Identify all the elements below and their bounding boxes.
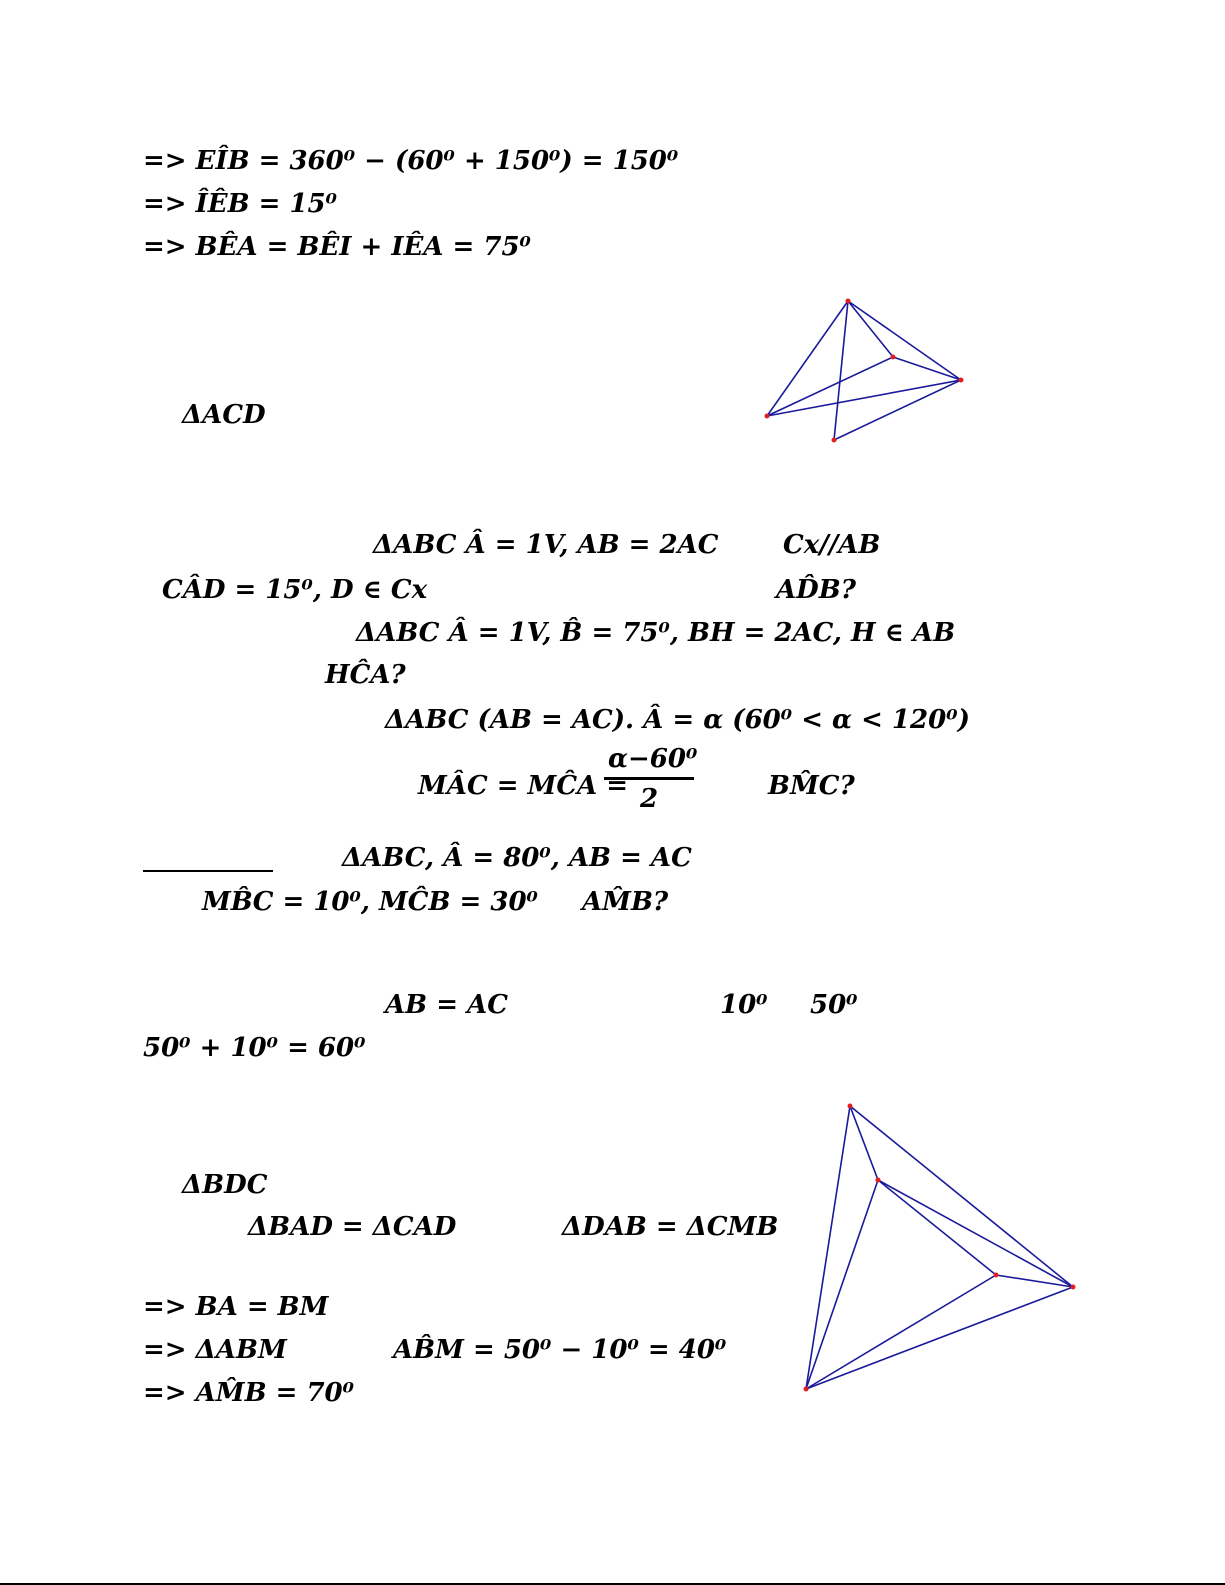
fig1-segment (834, 380, 961, 440)
result-triangle-abm: => ΔABM (143, 1335, 287, 1365)
result-angle-amb: => AM̂B = 70⁰ (143, 1378, 355, 1408)
fig2-segment (878, 1180, 1073, 1287)
fig2-segment (806, 1287, 1073, 1389)
ieb-angle-line: => ÎÊB = 15⁰ (143, 189, 338, 219)
figure-2 (806, 1106, 1073, 1389)
fig2-segment (850, 1106, 1073, 1287)
triangle-bdc-label: ΔBDC (182, 1170, 268, 1200)
fig1-segment (893, 357, 961, 380)
fig1-segment (848, 301, 893, 357)
result-angle-abm: AB̂M = 50⁰ − 10⁰ = 40⁰ (393, 1335, 727, 1365)
solution-isosceles: AB = AC (385, 990, 508, 1020)
fig1-segment (767, 301, 848, 416)
congruence-dab-cmb: ΔDAB = ΔCMB (562, 1212, 779, 1242)
problem2-question: HĈA? (325, 660, 406, 690)
fig2-segment (806, 1275, 996, 1389)
fig1-segment (767, 380, 961, 416)
fig2-segment (806, 1106, 850, 1389)
fraction-denominator: 2 (639, 784, 659, 814)
fig1-segment (834, 301, 848, 440)
solution-sum: 50⁰ + 10⁰ = 60⁰ (143, 1033, 366, 1063)
fig2-segment (878, 1180, 996, 1275)
solution-angle-50: 50⁰ (810, 990, 858, 1020)
fig2-point (1071, 1285, 1076, 1290)
triangle-acd-label: ΔACD (182, 400, 266, 430)
problem1-question: AD̂B? (776, 575, 856, 605)
fig2-point (994, 1273, 999, 1278)
problem1-parallel: Cx//AB (783, 530, 881, 560)
problem3-question: BM̂C? (768, 771, 855, 801)
fig1-point (891, 355, 896, 360)
fig1-point (959, 378, 964, 383)
problem3-statement: ΔABC (AB = AC). Â = α (60⁰ < α < 120⁰) (385, 705, 970, 735)
problem4-statement: ΔABC, Â = 80⁰, AB = AC (342, 843, 692, 873)
fig1-segment (767, 357, 893, 416)
fig1-point (765, 414, 770, 419)
problem2-statement: ΔABC Â = 1V, B̂ = 75⁰, BH = 2AC, H ∈ AB (356, 618, 956, 648)
congruence-bad-cad: ΔBAD = ΔCAD (248, 1212, 457, 1242)
bea-angle-line: => BÊA = BÊI + IÊA = 75⁰ (143, 232, 531, 262)
problem4-condition: MB̂C = 10⁰, MĈB = 30⁰ (202, 887, 538, 917)
fig2-point (848, 1104, 853, 1109)
fig1-segment (848, 301, 961, 380)
problem4-question: AM̂B? (582, 887, 669, 917)
fig2-point (804, 1387, 809, 1392)
fig2-segment (806, 1180, 878, 1389)
solution-angle-10: 10⁰ (720, 990, 768, 1020)
fig1-point (846, 299, 851, 304)
figure-1 (767, 301, 961, 440)
fig1-point (832, 438, 837, 443)
fraction-numerator: α−60⁰ (604, 745, 694, 780)
result-ba-bm: => BA = BM (143, 1292, 329, 1322)
problem3-condition: MÂC = MĈA = (418, 771, 629, 801)
fig2-point (876, 1178, 881, 1183)
eib-angle-line: => EÎB = 360⁰ − (60⁰ + 150⁰) = 150⁰ (143, 146, 679, 176)
problem1-condition: CÂD = 15⁰, D ∈ Cx (162, 575, 428, 605)
problem1-statement: ΔABC Â = 1V, AB = 2AC (373, 530, 719, 560)
